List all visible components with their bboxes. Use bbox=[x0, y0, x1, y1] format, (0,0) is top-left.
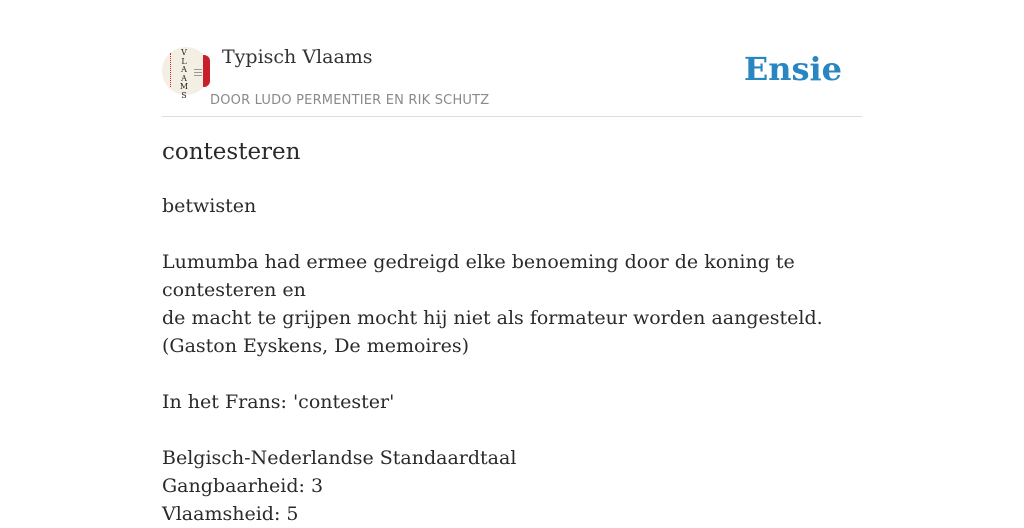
entry-definition: betwisten bbox=[162, 195, 257, 217]
entry-term: contesteren bbox=[162, 139, 301, 165]
logo-accent-marks bbox=[170, 53, 174, 87]
entry-quote-source: (Gaston Eyskens, De memoires) bbox=[162, 335, 469, 357]
logo-lines bbox=[194, 69, 202, 78]
logo-red-bar bbox=[203, 55, 210, 87]
byline: DOOR LUDO PERMENTIER EN RIK SCHUTZ bbox=[210, 93, 490, 108]
ensie-brand-link[interactable]: Ensie bbox=[743, 50, 842, 88]
entry-quote-line-2: de macht te grijpen mocht hij niet als formateur worden aangesteld. bbox=[162, 307, 823, 329]
entry-quote-line-1: Lumumba had ermee gedreigd elke benoeming door de koning te contesteren en bbox=[162, 251, 795, 301]
page-container bbox=[162, 0, 862, 525]
entry-body bbox=[162, 192, 862, 528]
site-title[interactable]: Typisch Vlaams bbox=[222, 46, 373, 68]
logo-letters: V L A A M S bbox=[179, 48, 189, 100]
header bbox=[162, 0, 862, 117]
entry-register: Belgisch-Nederlandse Standaardtaal bbox=[162, 447, 517, 469]
entry-french: In het Frans: 'contester' bbox=[162, 391, 395, 413]
logo[interactable] bbox=[162, 47, 210, 100]
entry-vlaamsheid: Vlaamsheid: 5 bbox=[162, 503, 299, 525]
entry-gangbaarheid: Gangbaarheid: 3 bbox=[162, 475, 324, 497]
